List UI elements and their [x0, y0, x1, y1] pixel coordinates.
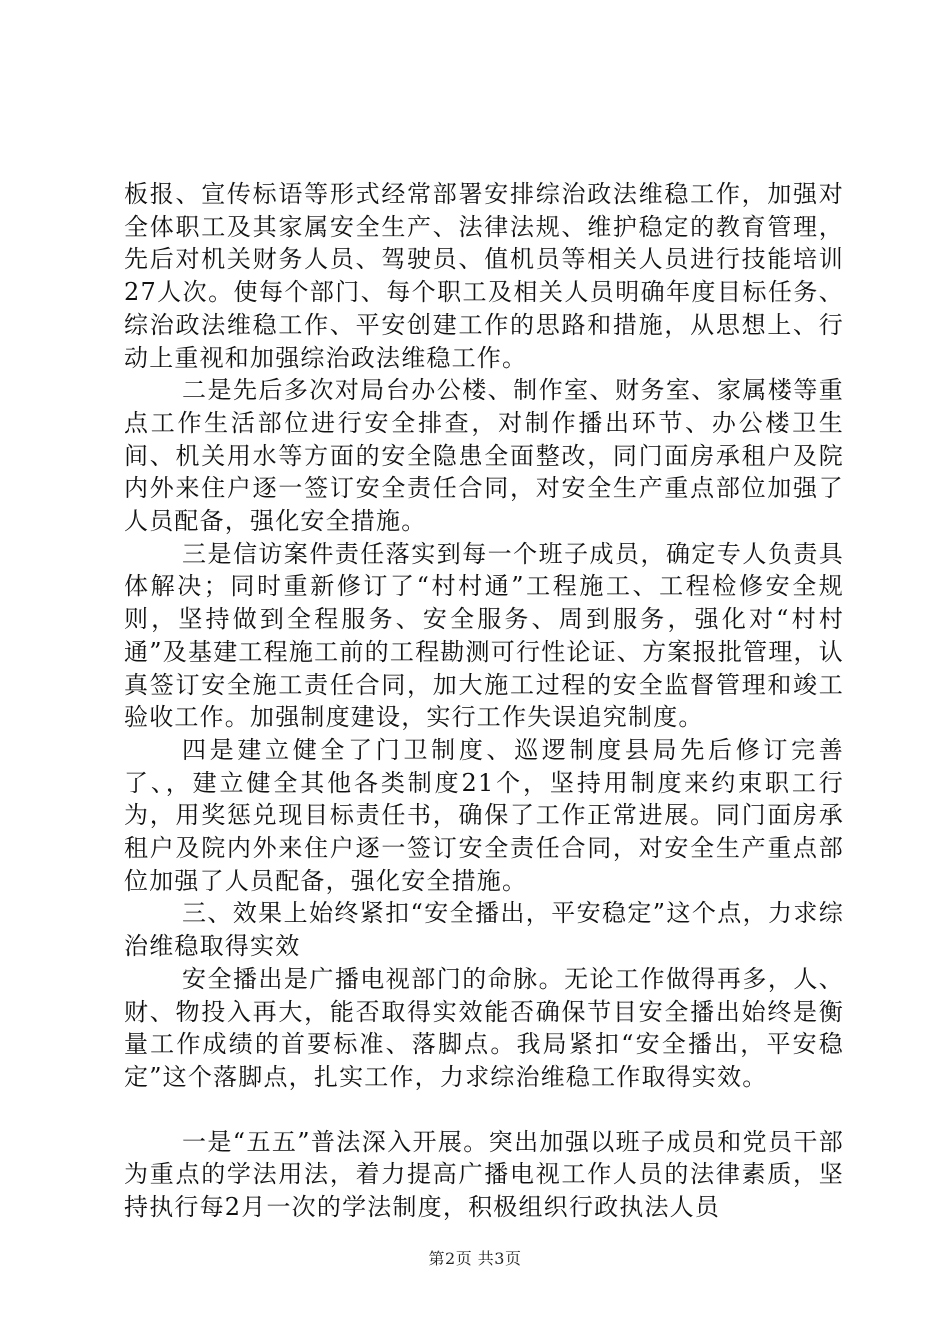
section-heading: 三、效果上始终紧扣“安全播出，平安稳定”这个点，力求综治维稳取得实效	[124, 899, 844, 961]
paragraph-4: 四是建立健全了门卫制度、巡逻制度县局先后修订完善了、，建立健全其他各类制度21个，坚持用制度来约束职工行为，用奖惩兑现目标责任书，确保了工作正常进展。同门面房承租户及院内外来住户逐一签订安全责任合同，对安全生产重点部位加强了人员配备，强化安全措施。	[124, 735, 844, 895]
paragraph-3: 三是信访案件责任落实到每一个班子成员，确定专人负责具体解决；同时重新修订了“村村通”工程施工、工程检修安全规则，坚持做到全程服务、安全服务、周到服务，强化对“村村通”及基建工程施工前的工程勘测可行性论证、方案报批管理，认真签订安全施工责任合同，加大施工过程的安全监督管理和竣工验收工作。加强制度建设，实行工作失误追究制度。	[124, 539, 844, 732]
paragraph-6: 一是“五五”普法深入开展。突出加强以班子成员和党员干部为重点的学法用法，着力提高广播电视工作人员的法律素质，坚持执行每2月一次的学法制度，积极组织行政执法人员	[124, 1127, 844, 1222]
page-number-footer: 第2页 共3页	[428, 1249, 522, 1268]
paragraph-1: 板报、宣传标语等形式经常部署安排综治政法维稳工作，加强对全体职工及其家属安全生产、法律法规、维护稳定的教育管理，先后对机关财务人员、驾驶员、值机员等相关人员进行技能培训27人次。使每个部门、每个职工及相关人员明确年度目标任务、综治政法维稳工作、平安创建工作的思路和措施，从思想上、行动上重视和加强综治政法维稳工作。	[124, 180, 844, 372]
document-body	[124, 178, 844, 1224]
paragraph-5: 安全播出是广播电视部门的命脉。无论工作做得再多，人、财、物投入再大，能否取得实效能否确保节目安全播出始终是衡量工作成绩的首要标准、落脚点。我局紧扣“安全播出，平安稳定”这个落脚点，扎实工作，力求综治维稳工作取得实效。	[124, 964, 844, 1091]
paragraph-2: 二是先后多次对局台办公楼、制作室、财务室、家属楼等重点工作生活部位进行安全排查，对制作播出环节、办公楼卫生间、机关用水等方面的安全隐患全面整改，同门面房承租户及院内外来住户逐一签订安全责任合同，对安全生产重点部位加强了人员配备，强化安全措施。	[124, 376, 844, 536]
